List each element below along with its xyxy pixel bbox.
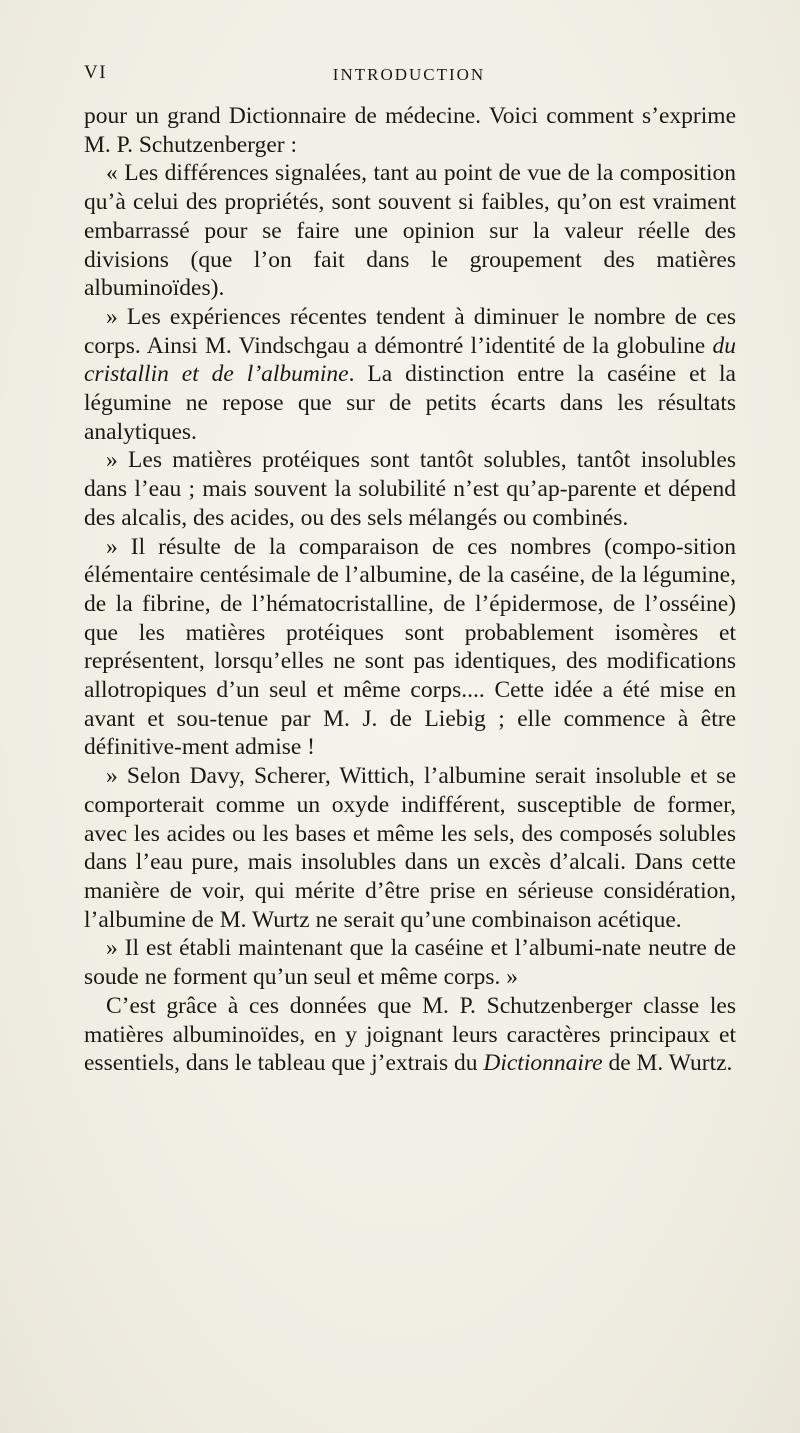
paragraph-8-text: C’est grâce à ces données que M. P. Schutzenberger classe les matières albuminoïdes, en y joignant leurs caractères principaux et essentiels, dans le tableau que j’extrais du bbox=[84, 992, 736, 1077]
running-head bbox=[84, 62, 734, 92]
paragraph-5: » Il résulte de la comparaison de ces nombres (compo-sition élémentaire centésimale de l’albumine, de la caséine, de la légumine, de la fibrine, de l’hématocristalline, de l’épidermose, de l’osséine) que les matières protéiques sont probablement isomères et représentent, lorsqu’elles ne sont pas identiques, des modifications allotropiques d’un seul et même corps.... Cette idée a été mise en avant et sou-tenue par M. J. de Liebig ; elle commence à être définitive-ment admise ! bbox=[84, 533, 736, 761]
paragraph-3-italic: du cristallin et de l’albumine bbox=[84, 332, 736, 388]
paragraph-8-tail: de M. Wurtz. bbox=[602, 1050, 733, 1077]
paragraph-2: « Les différences signalées, tant au point de vue de la composition qu’à celui des propriétés, sont souvent si faibles, qu’on est vraiment embarrassé pour se faire une opinion sur la valeur réelle des divisions (que l’on fait dans le groupement des matières albuminoïdes). bbox=[84, 160, 736, 302]
paragraph-7: » Il est établi maintenant que la caséine et l’albumi-nate neutre de soude ne forment qu’un seul et même corps. » bbox=[84, 935, 736, 991]
paragraph-3 bbox=[84, 303, 736, 447]
paragraph-1: pour un grand Dictionnaire de médecine. Voici comment s’exprime M. P. Schutzenberger : bbox=[84, 103, 736, 158]
running-title: INTRODUCTION bbox=[332, 65, 486, 84]
paragraph-3-tail: . La distinction entre la caséine et la légumine ne repose que sur de petits écarts dans les résultats analytiques. bbox=[84, 361, 736, 445]
paragraph-8-italic: Dictionnaire bbox=[483, 1050, 603, 1077]
body-text bbox=[84, 102, 736, 1078]
paragraph-4: » Les matières protéiques sont tantôt solubles, tantôt insolubles dans l’eau ; mais souvent la solubilité n’est qu’ap-parente et dépend des alcalis, des acides, ou des sels mélangés ou combinés. bbox=[84, 447, 736, 531]
page-number: VI bbox=[84, 62, 108, 83]
paragraph-8 bbox=[84, 992, 736, 1078]
paragraph-3-text: » Les expériences récentes tendent à diminuer le nombre de ces corps. Ainsi M. Vindschgau a démontré l’identité de la globuline bbox=[84, 303, 736, 359]
paragraph-6: » Selon Davy, Scherer, Wittich, l’albumine serait insoluble et se comporterait comme un oxyde indifférent, susceptible de former, avec les acides ou les bases et même les sels, des composés solubles dans l’eau pure, mais insolubles dans un excès d’alcali. Dans cette manière de voir, qui mérite d’être prise en sérieuse considération, l’albumine de M. Wurtz ne serait qu’une combinaison acétique. bbox=[84, 763, 736, 933]
